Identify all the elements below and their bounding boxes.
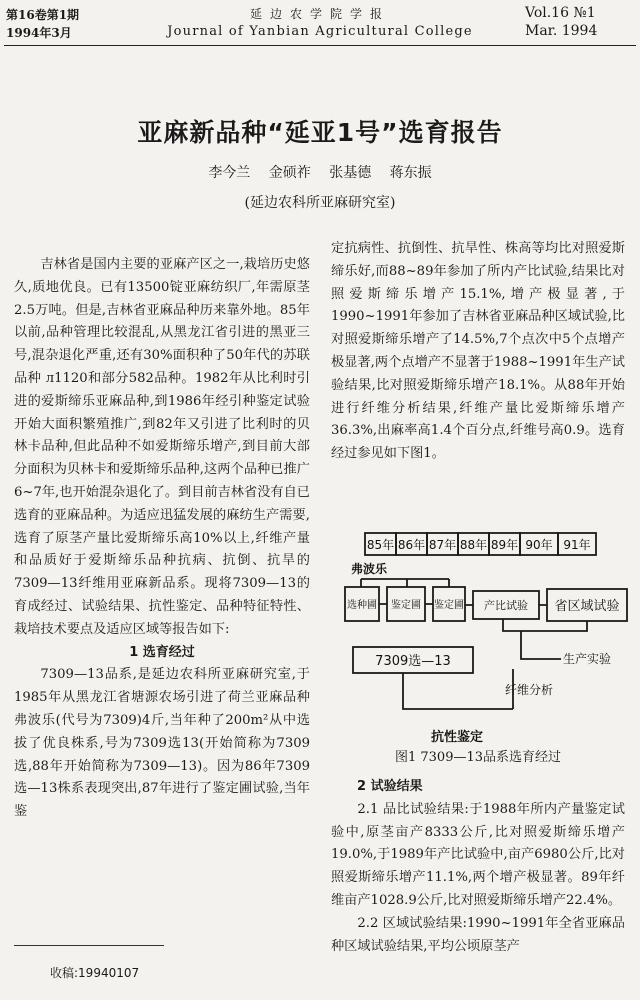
breeding-diagram [331, 519, 631, 749]
article-title: 亚麻新品种“延亚1号”选育报告 [137, 118, 503, 147]
right-column-top [331, 238, 625, 466]
footnote-rule [14, 945, 164, 946]
volume-issue-cn: 第16卷第1期 [6, 8, 80, 22]
figure-caption: 图1 7309—13品系选育经过 [394, 750, 562, 765]
production-trial-label: 生产实验 [563, 652, 612, 666]
received-date: 收稿:19940107 [50, 966, 140, 980]
year-label: 85年 [366, 538, 395, 552]
journal-name-cn: 延边农学院学报 [249, 7, 390, 21]
continued-paragraph: 定抗病性、抗倒性、抗旱性、株高等均比对照爱斯缔乐好,而88~89年参加了所内产比试验,结果比对照爱斯缔乐增产15.1%,增产极显著,于1990~1991年参加了吉林省亚麻品种区域试验,比对照爱斯缔乐增产了14.5%,7个点次中5个点增产极显著,两个点增产不显著于1988~1991年生产试验结果,比对照爱斯缔乐增产18.1%。从88年开始进行纤维分析结果,纤维产量比爱斯缔乐增产36.3%,出麻率高1.4个百分点,纤维号高0.9。选育经过参见如下图1。 [331, 241, 625, 462]
stage-label-4: 产比试验 [484, 599, 528, 612]
section-1-paragraph: 7309—13品系,是延边农科所亚麻研究室,于1985年从黑龙江省塘源农场引进了荷兰亚麻品种弗波乐(代号为7309)4斤,当年种了200m²从中选拔了优良株系,号为7309选13(开始简称为7309选,88年开始简称为7309—13)。因为86年7309选—13株系表现突出,87年进行了鉴定圃试验,当年鉴 [14, 667, 310, 820]
section-2-heading: 2 试验结果 [357, 779, 423, 794]
resistance-label: 抗性鉴定 [430, 730, 484, 745]
header-right [525, 4, 597, 40]
intro-paragraph: 吉林省是国内主要的亚麻产区之一,栽培历史悠久,质地优良。已有13500锭亚麻纺织厂,年需原茎2.5万吨。但是,吉林省亚麻品种历来靠外地。85年以前,品种管理比较混乱,从黑龙江省引进的黑亚三号,混杂退化严重,还有30%面积种了50年代的苏联品种 л1120和部分582品种。1982年从比利时引进的爱斯缔乐亚麻品种,到1986年经引种鉴定试验开始大面积繁殖推广,到82年又引进了比利时的贝林卡品种,但此品种不如爱斯缔乐增产,到目前大部分面积为贝林卡和爱斯缔乐品种,这两个品种已推广6~7年,也开始混杂退化了。到目前吉林省没有自已选育的亚麻品种。为适应迅猛发展的麻纺生产需要,选育了原茎产量比爱斯缔乐高10%以上,纤维产量和品质好于爱斯缔乐品种抗病、抗倒、抗旱的7309—13纤维用亚麻新品系。现将7309—13的育成经过、试验结果、抗性鉴定、品种特征特性、栽培技术要点及适应区域等报告如下: [14, 257, 310, 637]
date-cn: 1994年3月 [6, 26, 72, 40]
line-label: 7309选—13 [375, 654, 451, 669]
year-label: 87年 [428, 538, 457, 552]
section-1-heading: 1 选育经过 [129, 644, 195, 660]
header-left [6, 6, 79, 42]
journal-header [0, 0, 640, 46]
stage-label-5: 省区域试验 [554, 599, 620, 614]
source-variety: 弗波乐 [351, 562, 388, 576]
breeding-diagram-svg [331, 519, 631, 749]
right-column-bottom [331, 776, 625, 958]
connector [521, 631, 561, 659]
article-authors: 李今兰 金硕祚 张基德 蒋东振 [208, 165, 432, 181]
year-label: 86年 [397, 538, 426, 552]
year-label: 88年 [459, 538, 488, 552]
stage-label-3: 鉴定圃 [434, 600, 464, 611]
year-label: 91年 [563, 538, 591, 552]
section-2-1-paragraph: 2.1 品比试验结果:于1988年所内产量鉴定试验中,原茎亩产8333公斤,比对照爱斯缔乐增产19.0%,于1989年产比试验中,亩产6980公斤,比对照爱斯缔乐增产11.1%,两个增产极显著。89年纤维亩产1028.9公斤,比对照爱斯缔乐增产22.4%。 [331, 801, 625, 908]
volume-issue-en: Vol.16 №1 [525, 5, 596, 21]
connector [361, 579, 449, 587]
header-center [150, 5, 490, 41]
left-column [14, 254, 310, 824]
stage-label-2: 鉴定圃 [391, 600, 421, 611]
header-rule [4, 45, 636, 46]
year-label: 89年 [490, 538, 519, 552]
connector [403, 673, 513, 709]
date-en: Mar. 1994 [525, 23, 598, 39]
article-institution: (延边农科所亚麻研究室) [244, 195, 396, 211]
section-2-2-paragraph: 2.2 区域试验结果:1990~1991年全省亚麻品种区域试验结果,平均公顷原茎产 [331, 915, 625, 954]
fiber-analysis-label: 纤维分析 [504, 683, 554, 697]
year-label: 90年 [525, 538, 553, 552]
stage-label-1: 选种圃 [347, 600, 377, 611]
journal-name-en: Journal of Yanbian Agricultural College [167, 24, 473, 39]
